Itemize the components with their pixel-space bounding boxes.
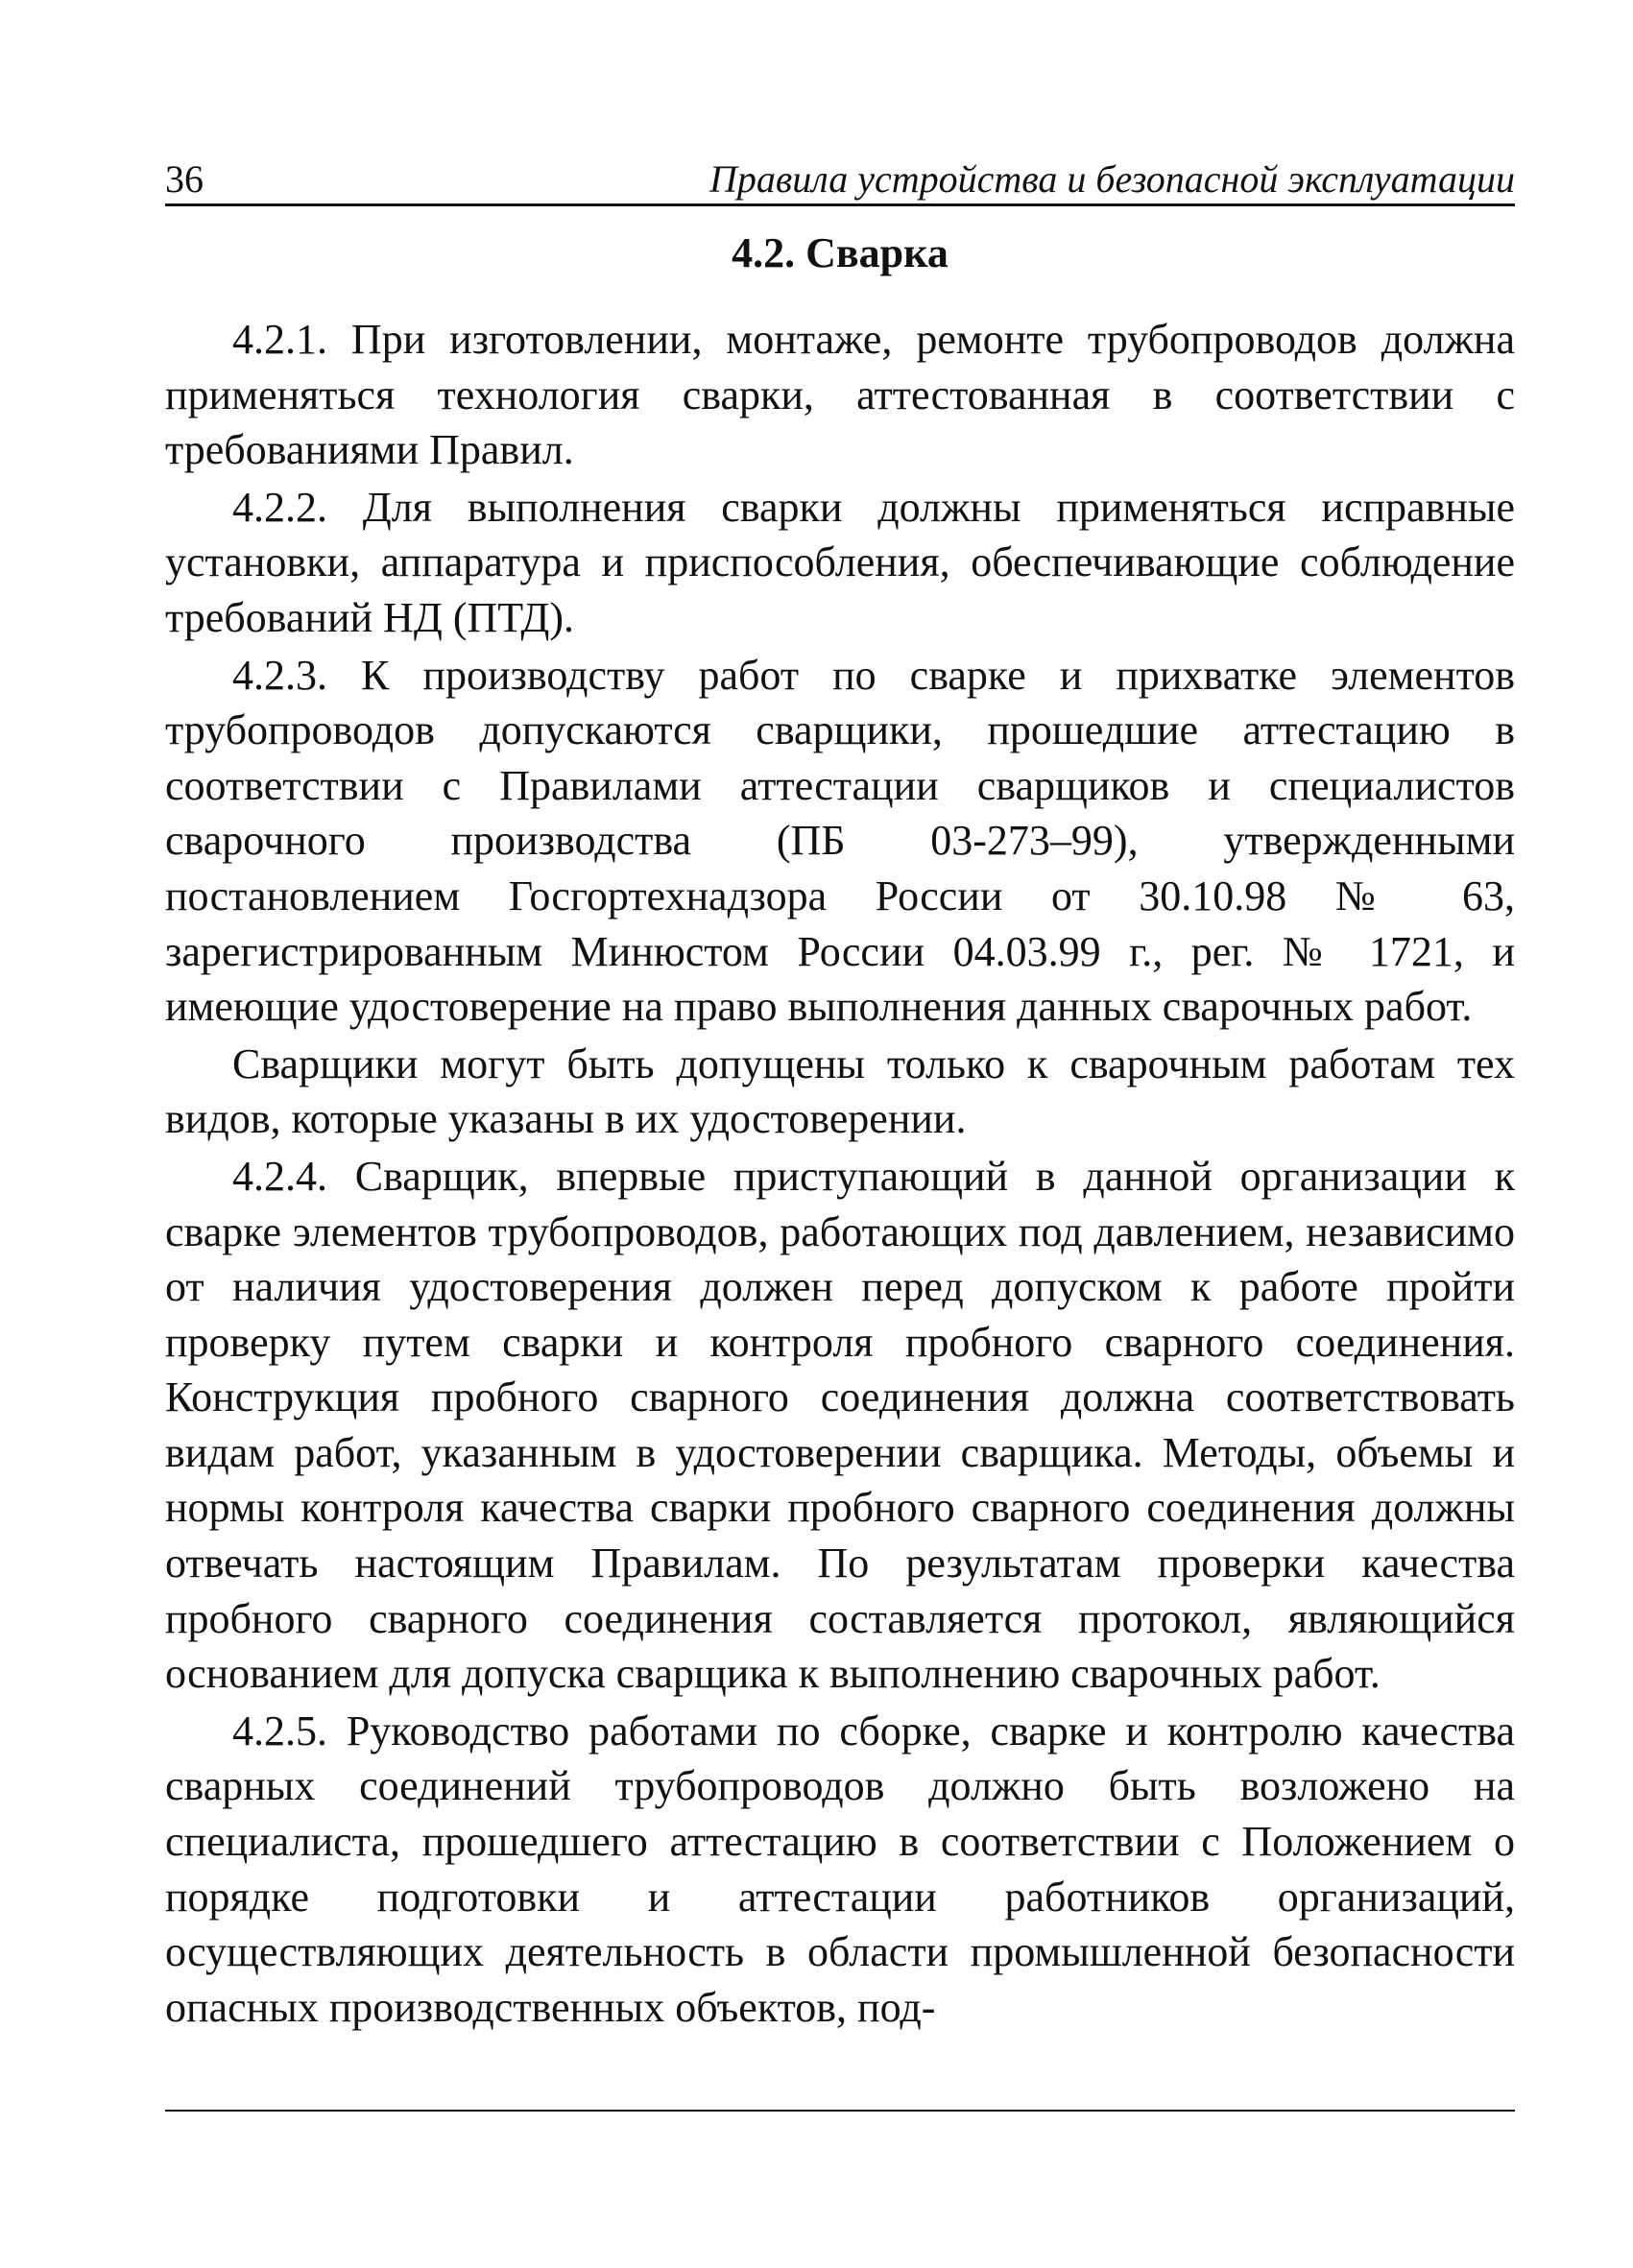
page-number: 36 <box>165 157 204 201</box>
paragraph-4-2-5: 4.2.5. Руководство работами по сборке, сварке и контролю качества сварных соединений трубопроводов должно быть возложено на специалиста, прошедшего аттестацию в соответствии с Положением о порядке подготовки и аттестации работников организаций, осуществляющих деятельность в области промышленной безопасности опасных производственных объектов, под- <box>165 1707 1515 2031</box>
page-header <box>165 154 1515 206</box>
body-text <box>165 312 1515 2037</box>
footer-rule <box>165 2110 1515 2112</box>
paragraph-4-2-4: 4.2.4. Сварщик, впервые приступающий в данной организации к сварке элементов трубопроводов, работающих под давлением, независимо от наличия удостоверения должен перед допуском к работе пройти проверку путем сварки и контроля пробного сварного соединения. Конструкция пробного сварного соединения должна соответствовать видам работ, указанным в удостоверении сварщика. Методы, объемы и нормы контроля качества сварки пробного сварного соединения должны отвечать настоящим Правилам. По результатам проверки качества пробного сварного соединения составляется протокол, являющийся основанием для допуска сварщика к выполнению сварочных работ. <box>165 1152 1515 1698</box>
paragraph-4-2-3: 4.2.3. К производству работ по сварке и прихватке элементов трубопроводов допускаются сварщики, прошедшие аттестацию в соответствии с Правилами аттестации сварщиков и специалистов сварочного производства (ПБ 03-273–99), утвержденными постановлением Госгортехнадзора России от 30.10.98 № 63, зарегистрированным Минюстом России 04.03.99 г., рег. № 1721, и имеющие удостоверение на право выполнения данных сварочных работ. <box>165 651 1515 1031</box>
running-title: Правила устройства и безопасной эксплуатации <box>709 157 1515 201</box>
section-title: 4.2. Сварка <box>732 229 949 276</box>
paragraph-4-2-2: 4.2.2. Для выполнения сварки должны применяться исправные установки, аппаратура и приспособления, обеспечивающие соблюдение требований НД (ПТД). <box>165 483 1515 641</box>
paragraph-4-2-1: 4.2.1. При изготовлении, монтаже, ремонте трубопроводов должна применяться технология сварки, аттестованная в соответствии с требованиями Правил. <box>165 316 1515 474</box>
paragraph-welders-note: Сварщики могут быть допущены только к сварочным работам тех видов, которые указаны в их удостоверении. <box>165 1039 1515 1143</box>
